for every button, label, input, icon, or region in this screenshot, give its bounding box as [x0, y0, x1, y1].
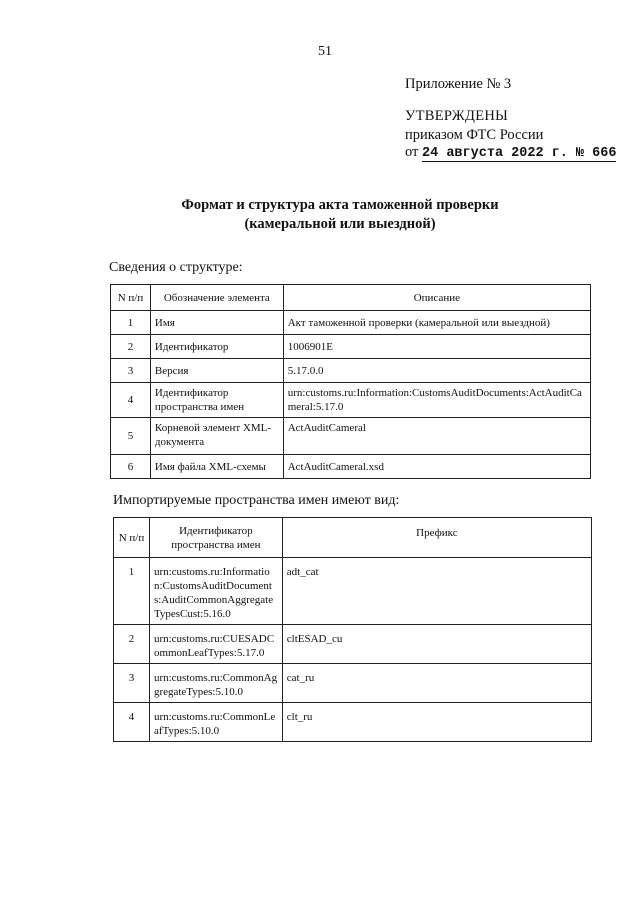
table-row: [111, 455, 591, 479]
namespace-cell: urn:customs.ru:Information:CustomsAuditDocuments:AuditCommonAggregateTypesCust:5.16.0: [149, 558, 282, 625]
column-header: Префикс: [282, 518, 591, 558]
element-cell: Имя: [150, 311, 283, 335]
table-row: [111, 418, 591, 455]
description-cell: 1006901E: [283, 335, 590, 359]
table-row: [114, 664, 592, 703]
approved-label: УТВЕРЖДЕНЫ: [405, 108, 509, 124]
table-row: [111, 311, 591, 335]
element-cell: Имя файла XML-схемы: [150, 455, 283, 479]
order-date-value: 24 августа 2022 г. № 666: [422, 146, 617, 161]
description-cell: ActAuditCameral.xsd: [283, 455, 590, 479]
column-header: N п/п: [114, 518, 150, 558]
row-number: 1: [111, 311, 151, 335]
table-row: [111, 335, 591, 359]
structure-heading: Сведения о структуре:: [109, 260, 243, 275]
namespace-cell: urn:customs.ru:CUESADCommonLeafTypes:5.17.0: [149, 625, 282, 664]
element-cell: Идентификатор: [150, 335, 283, 359]
element-cell: Корневой элемент XML-документа: [150, 418, 283, 455]
element-cell: Версия: [150, 359, 283, 383]
table-row: [111, 359, 591, 383]
namespaces-table: [113, 517, 592, 742]
page-number: 51: [318, 44, 332, 59]
prefix-cell: clt_ru: [282, 703, 591, 742]
row-number: 2: [111, 335, 151, 359]
column-header: Описание: [283, 285, 590, 311]
prefix-cell: cltESAD_cu: [282, 625, 591, 664]
document-title: [60, 196, 620, 234]
order-date-prefix: от: [405, 144, 419, 160]
description-cell: Акт таможенной проверки (камеральной или выездной): [283, 311, 590, 335]
column-header: N п/п: [111, 285, 151, 311]
description-cell: ActAuditCameral: [283, 418, 590, 455]
row-number: 3: [114, 664, 150, 703]
order-date-line: [405, 144, 616, 161]
table-row: [114, 625, 592, 664]
row-number: 5: [111, 418, 151, 455]
prefix-cell: adt_cat: [282, 558, 591, 625]
description-cell: urn:customs.ru:Information:CustomsAuditDocuments:ActAuditCameral:5.17.0: [283, 383, 590, 418]
table-header-row: [111, 285, 591, 311]
table-header-row: [114, 518, 592, 558]
element-cell: Идентификатор пространства имен: [150, 383, 283, 418]
row-number: 1: [114, 558, 150, 625]
row-number: 2: [114, 625, 150, 664]
prefix-cell: cat_ru: [282, 664, 591, 703]
structure-table: [110, 284, 591, 479]
table-row: [111, 383, 591, 418]
description-cell: 5.17.0.0: [283, 359, 590, 383]
table-row: [114, 703, 592, 742]
column-header: Идентификатор пространства имен: [149, 518, 282, 558]
row-number: 3: [111, 359, 151, 383]
row-number: 4: [114, 703, 150, 742]
appendix-label: Приложение № 3: [405, 76, 512, 92]
order-label: приказом ФТС России: [405, 127, 544, 143]
namespaces-heading: Импортируемые пространства имен имеют вид:: [113, 493, 400, 508]
namespace-cell: urn:customs.ru:CommonLeafTypes:5.10.0: [149, 703, 282, 742]
column-header: Обозначение элемента: [150, 285, 283, 311]
table-row: [114, 558, 592, 625]
row-number: 4: [111, 383, 151, 418]
document-title-line-1: Формат и структура акта таможенной проверки: [181, 197, 499, 213]
document-title-line-2: (камеральной или выездной): [244, 216, 436, 232]
namespace-cell: urn:customs.ru:CommonAggregateTypes:5.10.0: [149, 664, 282, 703]
row-number: 6: [111, 455, 151, 479]
